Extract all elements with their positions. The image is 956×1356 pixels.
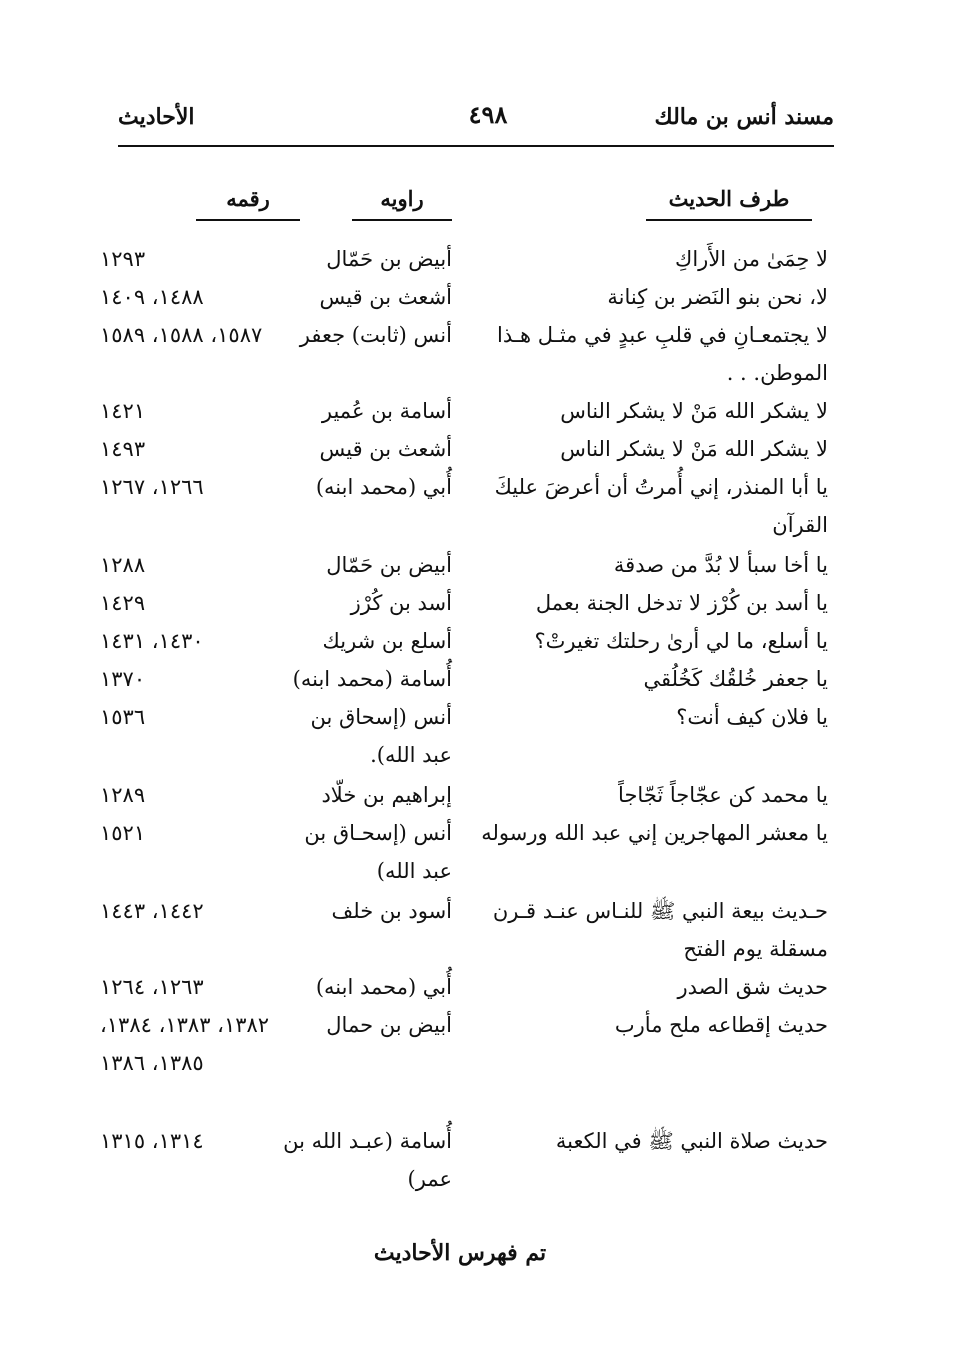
index-row bbox=[100, 278, 840, 316]
section-title: الأحاديث bbox=[118, 104, 195, 130]
hadith-text: يا جعفر خُلقُك كَخُلُقي bbox=[643, 667, 828, 691]
hadith-text: حـديث بيعة النبي ﷺ للنـاس عنـد قـرن مسقلة يوم الفتح bbox=[492, 899, 828, 961]
page-number: ٤٩٨ bbox=[468, 100, 508, 129]
index-row bbox=[100, 468, 840, 537]
column-heading-raqm bbox=[196, 186, 300, 221]
running-header bbox=[118, 100, 834, 140]
hadith-text: يا معشر المهاجرين إني عبد الله ورسوله bbox=[481, 821, 828, 845]
hadith-numbers: ١٤٢٩ bbox=[100, 591, 146, 615]
narrator: أشعث بن قيس bbox=[319, 285, 452, 309]
index-row bbox=[100, 430, 840, 468]
hadith-text: لا يشكر الله مَنْ لا يشكر الناس bbox=[560, 399, 828, 423]
hadith-numbers: ١٢٩٣ bbox=[100, 247, 146, 271]
narrator: أنس (إسحـاق بن عبد الله) bbox=[304, 821, 452, 883]
narrator: إبراهيم بن خلّاد bbox=[321, 783, 452, 807]
index-row bbox=[100, 776, 840, 814]
hadith-text: لا يجتمعـانِ في قلبِ عبدٍ في مثـل هـذا الموطن. . . bbox=[497, 323, 828, 385]
hadith-text: حديث إقطاعه ملح مأرب bbox=[614, 1013, 828, 1037]
hadith-numbers: ١٥٢١ bbox=[100, 821, 146, 845]
hadith-text: يا أبا المنذر، إني أُمرتُ أن أعرضَ عليكَ القرآن bbox=[494, 475, 828, 537]
narrator: أبيض بن حَمّال bbox=[326, 247, 452, 271]
hadith-numbers: ١٢٦٣، ١٢٦٤ bbox=[100, 975, 204, 999]
index-row bbox=[100, 1122, 840, 1191]
narrator: أنس (إسحاق بن عبد الله). bbox=[310, 705, 452, 767]
column-heading-underline bbox=[646, 219, 812, 221]
narrator: أُبي (محمد ابنه) bbox=[315, 975, 452, 999]
hadith-numbers: ١٤٩٣ bbox=[100, 437, 146, 461]
column-heading-raqm-label: رقمه bbox=[226, 186, 270, 211]
index-row bbox=[100, 584, 840, 622]
index-row bbox=[100, 240, 840, 278]
index-row bbox=[100, 968, 840, 1006]
index-row bbox=[100, 316, 840, 385]
hadith-numbers: ١٤٣٠، ١٤٣١ bbox=[100, 629, 204, 653]
header-rule bbox=[118, 145, 834, 147]
hadith-numbers: ١٣٧٠ bbox=[100, 667, 146, 691]
index-row bbox=[100, 392, 840, 430]
column-heading-rawi-label: راويه bbox=[380, 186, 424, 211]
hadith-numbers: ١٤٨٨، ١٤٠٩ bbox=[100, 285, 204, 309]
index-row bbox=[100, 622, 840, 660]
column-heading-rawi bbox=[352, 186, 452, 221]
narrator: أُسامة (محمد ابنه) bbox=[292, 667, 452, 691]
hadith-text: يا أسد بن كُرْز لا تدخل الجنة بعمل bbox=[535, 591, 828, 615]
index-row bbox=[100, 698, 840, 767]
hadith-numbers: ١٢٨٨ bbox=[100, 553, 146, 577]
column-heading-hadith-label: طرف الحديث bbox=[668, 186, 790, 211]
hadith-numbers: ١٥٣٦ bbox=[100, 705, 146, 729]
narrator: أشعث بن قيس bbox=[319, 437, 452, 461]
column-heading-hadith bbox=[646, 186, 812, 221]
narrator: أسامة بن عُمير bbox=[321, 399, 452, 423]
hadith-text: حديث شق الصدر bbox=[677, 975, 828, 999]
narrator: أسد بن كُرْز bbox=[350, 591, 452, 615]
narrator: أبيض بن حَمّال bbox=[326, 553, 452, 577]
hadith-numbers: ١٢٦٦، ١٢٦٧ bbox=[100, 475, 204, 499]
index-row bbox=[100, 546, 840, 584]
end-of-index-note: تم فهرس الأحاديث bbox=[373, 1240, 547, 1266]
narrator: أُسامة (عبـد الله بن عمر) bbox=[283, 1129, 452, 1191]
hadith-numbers: ١٣١٤، ١٣١٥ bbox=[100, 1129, 204, 1153]
index-row bbox=[100, 660, 840, 698]
index-row bbox=[100, 892, 840, 961]
hadith-text: يا أخا سبأ لا بُدَّ من صدقة bbox=[613, 553, 828, 577]
hadith-numbers: ١٢٨٩ bbox=[100, 783, 146, 807]
narrator: أسلع بن شريك bbox=[322, 629, 452, 653]
column-heading-underline bbox=[196, 219, 300, 221]
narrator: أنس (ثابت) جعفر bbox=[299, 323, 452, 347]
index-row bbox=[100, 814, 840, 883]
hadith-numbers: ١٤٤٢، ١٤٤٣ bbox=[100, 899, 204, 923]
hadith-numbers: ١٤٢١ bbox=[100, 399, 146, 423]
hadith-text: لا حِمَىٰ من الأَراكِ bbox=[675, 247, 828, 271]
running-title: مسند أنس بن مالك bbox=[654, 104, 834, 130]
narrator: أبيض بن حمال bbox=[326, 1013, 452, 1037]
hadith-text: يا أسلع، ما لي أرىٰ رحلتك تغيرتْ؟ bbox=[534, 629, 828, 653]
hadith-numbers: ١٣٨٢، ١٣٨٣، ١٣٨٤، ١٣٨٥، ١٣٨٦ bbox=[100, 1013, 270, 1075]
column-heading-underline bbox=[352, 219, 452, 221]
narrator: أُبي (محمد ابنه) bbox=[315, 475, 452, 499]
hadith-text: يا فلان كيف أنت؟ bbox=[676, 705, 828, 729]
hadith-text: لا يشكر الله مَنْ لا يشكر الناس bbox=[560, 437, 828, 461]
hadith-text: لا، نحن بنو النَضر بن كِنانة bbox=[607, 285, 828, 309]
hadith-text: حديث صلاة النبي ﷺ في الكعبة bbox=[555, 1129, 828, 1153]
hadith-numbers: ١٥٨٧، ١٥٨٨، ١٥٨٩ bbox=[100, 323, 263, 347]
index-row bbox=[100, 1006, 840, 1075]
hadith-text: يا محمد كن عجّاجاً ثَجّاجاً bbox=[618, 783, 828, 807]
narrator: أسود بن خلف bbox=[331, 899, 452, 923]
